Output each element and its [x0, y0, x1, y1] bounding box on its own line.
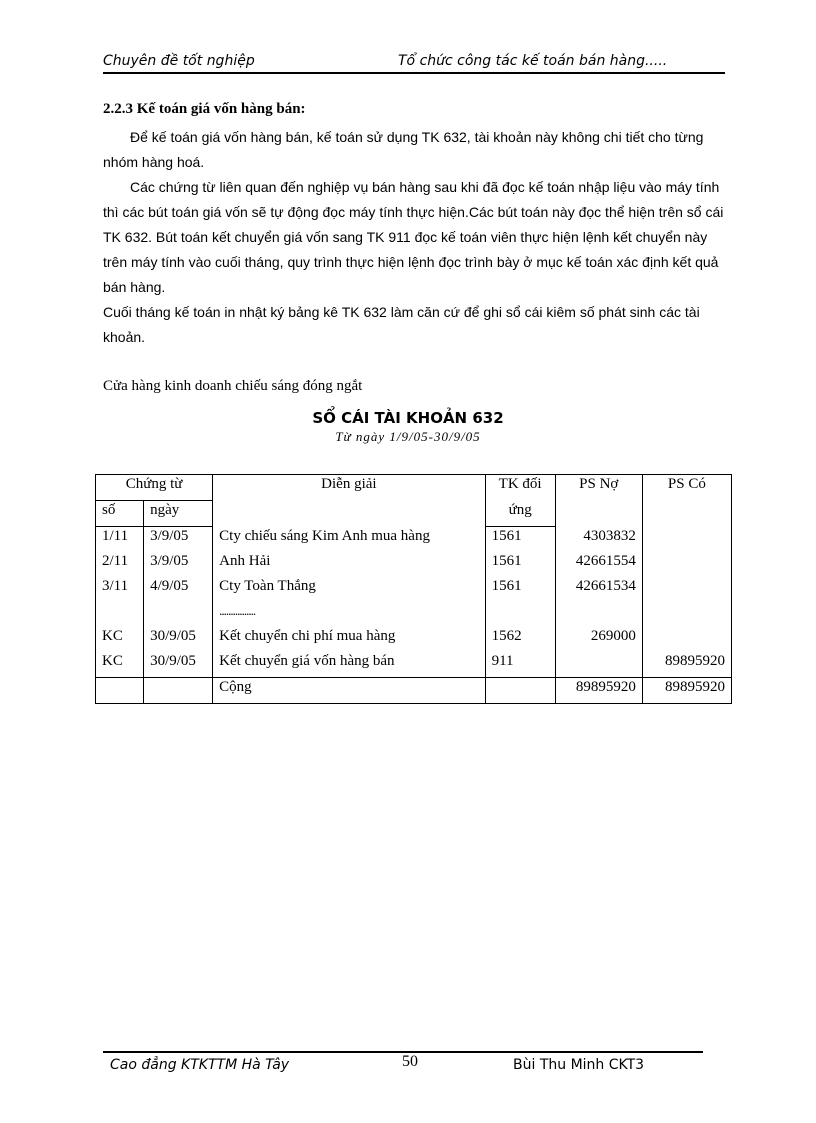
cell-debit: 42661534 — [555, 577, 642, 602]
paragraph-1: Để kế toán giá vốn hàng bán, kế toán sử dụng TK 632, tài khoản này không chi tiết cho từng nhóm hàng hoá. — [103, 129, 704, 170]
cell-credit — [642, 577, 731, 602]
cell-account: 911 — [485, 652, 555, 678]
store-name: Cửa hàng kinh doanh chiếu sáng đóng ngắt — [103, 378, 363, 394]
cell-account: 1561 — [485, 527, 555, 553]
table-total-row — [96, 678, 732, 704]
cell-debit — [555, 602, 642, 627]
total-label: Cộng — [213, 678, 485, 704]
cell-description: Cty Toàn Thắng — [213, 577, 485, 602]
ledger-table — [95, 474, 732, 704]
table-header-row — [96, 475, 732, 501]
cell-date: 30/9/05 — [144, 652, 213, 678]
footer-left: Cao đẳng KTKTTM Hà Tây — [110, 1057, 290, 1073]
ledger-period: Từ ngày 1/9/05-30/9/05 — [335, 429, 481, 444]
paragraph-2: Các chứng từ liên quan đến nghiệp vụ bán hàng sau khi đã đọc kế toán nhập liệu vào máy tính thì các bút toán giá vốn sẽ tự động đọc máy tính thực hiện.Các bút toán này đọc thể hiện trên sổ cái TK 632. Bút toán kết chuyển giá vốn sang TK 911 đọc kế toán viên thực hiện lệnh kết chuyển này trên máy tính vào cuối tháng, quy trình thực hiện lệnh đọc trình bày ở mục kế toán xác định kết quả bán hàng. — [103, 179, 724, 295]
header-account-2: ứng — [485, 501, 555, 527]
page-number: 50 — [402, 1053, 418, 1070]
header-account-1: TK đối — [485, 475, 555, 501]
cell-description: Cty chiếu sáng Kim Anh mua hàng — [213, 527, 485, 553]
cell-number: 3/11 — [96, 577, 144, 602]
cell-credit — [642, 527, 731, 553]
cell-credit — [642, 602, 731, 627]
paragraph-3: Cuối tháng kế toán in nhật ký bảng kê TK 632 làm căn cứ để ghi sổ cái kiêm số phát sinh các tài khoản. — [103, 304, 700, 345]
header-left: Chuyên đề tốt nghiệp — [103, 53, 255, 69]
header-description: Diễn giải — [213, 475, 485, 527]
header-rule — [103, 72, 725, 74]
cell-description: Kết chuyển giá vốn hàng bán — [213, 652, 485, 678]
header-number: số — [96, 501, 144, 527]
table-row — [96, 527, 732, 553]
cell-number: KC — [96, 627, 144, 652]
cell-account — [485, 678, 555, 704]
cell-number — [96, 678, 144, 704]
footer-right: Bùi Thu Minh CKT3 — [513, 1057, 645, 1073]
table-row — [96, 552, 732, 577]
cell-date: 3/9/05 — [144, 552, 213, 577]
header-right: Tổ chức công tác kế toán bán hàng..... — [398, 53, 668, 69]
cell-description: Kết chuyển chi phí mua hàng — [213, 627, 485, 652]
header-debit: PS Nợ — [555, 475, 642, 527]
cell-debit: 269000 — [555, 627, 642, 652]
cell-date: 3/9/05 — [144, 527, 213, 553]
cell-debit: 42661554 — [555, 552, 642, 577]
total-debit: 89895920 — [555, 678, 642, 704]
cell-credit — [642, 552, 731, 577]
cell-date: 4/9/05 — [144, 577, 213, 602]
body-text — [103, 125, 725, 350]
cell-number: 1/11 — [96, 527, 144, 553]
cell-credit — [642, 627, 731, 652]
table-row — [96, 627, 732, 652]
cell-debit — [555, 652, 642, 678]
table-row — [96, 577, 732, 602]
cell-account: 1562 — [485, 627, 555, 652]
cell-account: 1561 — [485, 552, 555, 577]
ledger-title: SỔ CÁI TÀI KHOẢN 632 — [312, 409, 504, 427]
cell-account: 1561 — [485, 577, 555, 602]
table-row — [96, 602, 732, 627]
cell-number: 2/11 — [96, 552, 144, 577]
cell-description: Anh Hải — [213, 552, 485, 577]
header-credit: PS Có — [642, 475, 731, 527]
cell-date: 30/9/05 — [144, 627, 213, 652]
cell-credit: 89895920 — [642, 652, 731, 678]
cell-date — [144, 602, 213, 627]
total-credit: 89895920 — [642, 678, 731, 704]
cell-number — [96, 602, 144, 627]
cell-number: KC — [96, 652, 144, 678]
cell-account — [485, 602, 555, 627]
cell-date — [144, 678, 213, 704]
header-date: ngày — [144, 501, 213, 527]
section-title: 2.2.3 Kế toán giá vốn hàng bán: — [103, 101, 306, 117]
cell-debit: 4303832 — [555, 527, 642, 553]
table-row — [96, 652, 732, 678]
header-voucher: Chứng từ — [96, 475, 213, 501]
cell-description-ellipsis: ................ — [213, 602, 485, 627]
